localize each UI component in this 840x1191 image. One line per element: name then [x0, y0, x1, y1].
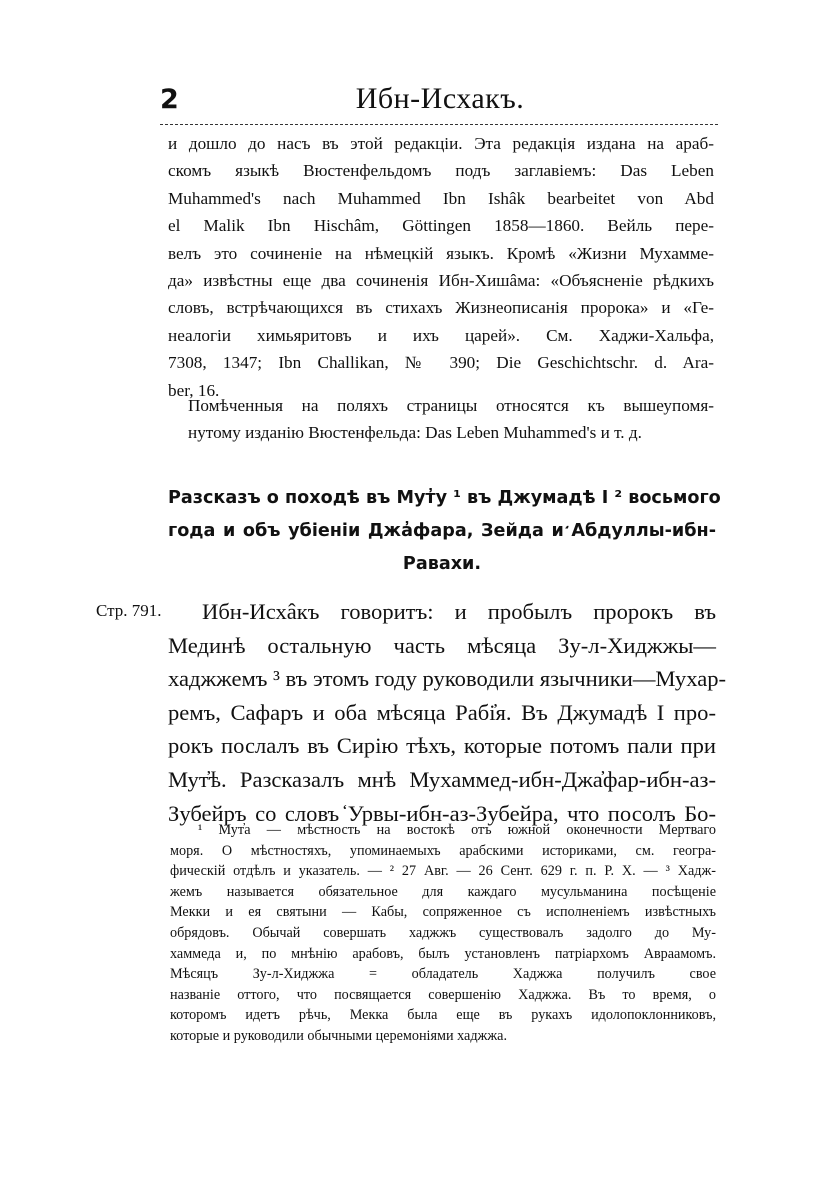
text-line: и дошло до насъ въ этой редакціи. Эта редакція издана на араб-: [168, 134, 714, 153]
footnotes: [170, 820, 716, 1047]
text-line: велъ это сочиненіе на нѣмецкій языкъ. Кромѣ «Жизни Мухамме-: [168, 243, 714, 263]
footnote-line: фическій отдѣлъ и указатель. — ² 27 Авг. — 26 Сент. 629 г. п. Р. Х. — ³ Хадж-: [170, 863, 716, 880]
heading-line: года и объ убіеніи Джа̓фара, Зейда и ̒Абдуллы-ибн-: [168, 521, 716, 541]
text-line: ремъ, Сафаръ и оба мѣсяца Рабі̓я. Въ Джумадѣ I про-: [168, 699, 716, 725]
section-heading: [168, 482, 721, 581]
text-line: ber, 16.: [168, 380, 220, 400]
footnote-line: которомъ идетъ рѣчь, Мекка была еще въ рукахъ идолопоклонниковъ,: [170, 1007, 716, 1024]
text-line: Ибн-Исхâкъ говоритъ: и пробылъ пророкъ въ: [202, 599, 716, 624]
text-line: скомъ языкѣ Вюстенфельдомъ подъ заглавіемъ: Das Leben: [168, 161, 714, 181]
running-title: Ибн-Исхакъ.: [355, 82, 525, 115]
text-line: неалогіи химьяритовъ и ихъ царей». См. Хаджи-Хальфа,: [168, 325, 714, 345]
heading-line: Равахи.: [402, 554, 482, 574]
text-line: словъ, встрѣчающихся въ стихахъ Жизнеописанія пророка» и «Ге-: [168, 298, 714, 318]
margin-page-reference: Стр. 791.: [96, 601, 162, 620]
text-line: el Malik Ibn Hischâm, Göttingen 1858—1860. Вейль пере-: [168, 216, 714, 236]
text-line: Мут̓ѣ. Разсказалъ мнѣ Мухаммед-ибн-Джа̓фар-ибн-аз-: [168, 766, 716, 792]
text-line: да» извѣстны еще два сочиненія Ибн-Хишâма: «Объясненіе рѣдкихъ: [168, 271, 714, 291]
text-line: хаджжемъ ³ въ этомъ году руководили язычники—Мухар-: [168, 666, 727, 692]
footnote-line: названіе оттого, что посвящается совершенію Хаджжа. Въ то время, о: [170, 986, 716, 1003]
text-line: Muhammed's nach Muhammed Ibn Ishâk bearbeitet von Abd: [168, 188, 714, 208]
margin-note-paragraph: [188, 392, 714, 447]
text-line: рокъ послалъ въ Сирію тѣхъ, которые потомъ пали при: [168, 733, 716, 759]
footnote-line: моря. О мѣстностяхъ, упоминаемыхъ арабскими историками, см. геогра-: [170, 842, 716, 859]
footnote-line: ¹ Мут̓а — мѣстность на востокѣ отъ южной оконечности Мертваго: [198, 822, 716, 838]
text-line: нутому изданію Вюстенфельда: Das Leben Muhammed's и т. д.: [188, 423, 642, 443]
footnote-line: обрядовъ. Обычай совершать хаджжъ существовалъ задолго до Му-: [170, 924, 716, 941]
footnote-line: хаммеда и, по мнѣнію арабовъ, былъ установленъ патріархомъ Авраамомъ.: [170, 945, 716, 962]
footnote-line: жемъ называется обязательное для каждаго мусульманина посѣщеніе: [170, 883, 716, 900]
page-number: 2: [160, 84, 179, 115]
text-line: Помѣченныя на поляхъ страницы относятся къ вышеупомя-: [188, 396, 714, 415]
header-rule: [160, 124, 718, 125]
text-line: 7308, 1347; Ibn Challikan, № 390; Die Geschichtschr. d. Ara-: [168, 353, 714, 373]
running-head: [160, 82, 720, 122]
footnote-line: которые и руководили обычными церемоніями хаджжа.: [170, 1027, 507, 1044]
footnote-line: Мѣсяцъ Зу-л-Хиджжа = обладатель Хаджжа получилъ свое: [170, 966, 716, 983]
heading-line: Разсказъ о походѣ въ Мут̓у ¹ въ Джумадѣ I ² восьмого: [168, 488, 721, 508]
text-line: Мединѣ остальную часть мѣсяца Зу-л-Хиджжы—: [168, 632, 716, 658]
footnote-line: Мекки и ея святыни — Кабы, сопряженное съ исполненіемъ извѣстныхъ: [170, 904, 716, 921]
intro-paragraph: [168, 130, 714, 404]
main-text: [168, 595, 727, 830]
text-line: Зубейръ со словъ ̒Урвы-ибн-аз-Зубейра, что посолъ Бо-: [168, 800, 716, 826]
